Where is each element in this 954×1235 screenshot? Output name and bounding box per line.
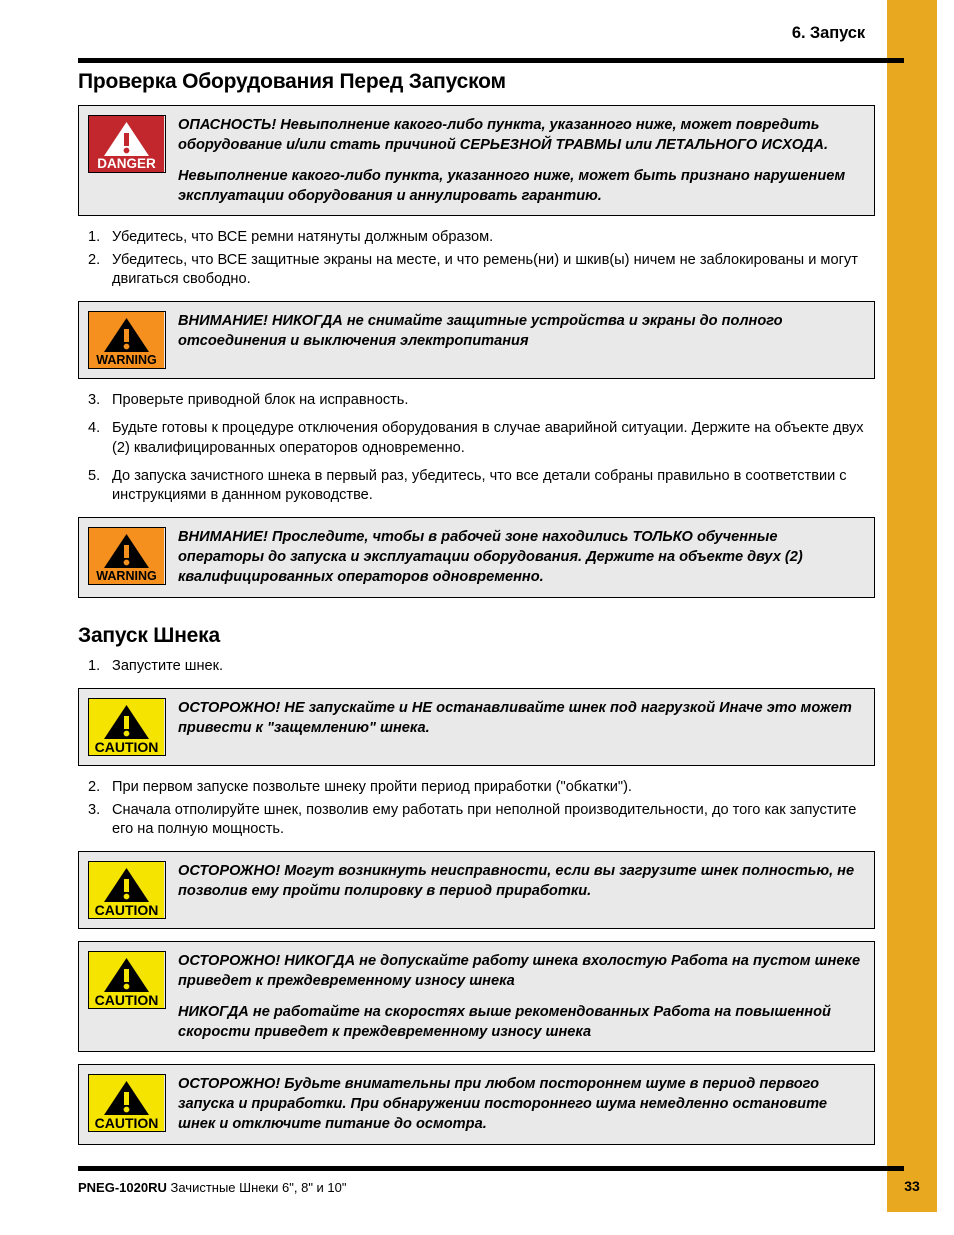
list-item-text: Сначала отполируйте шнек, позволив ему работать при неполной производительности, до того как запустите его на полную мощность. bbox=[112, 801, 857, 837]
warning-alert-text-2 bbox=[178, 527, 864, 588]
warning-alert-box-2 bbox=[78, 517, 875, 598]
caution-sign bbox=[88, 951, 166, 1009]
list-item-number: 4. bbox=[88, 420, 101, 437]
list-item bbox=[78, 419, 875, 458]
warning-triangle-icon bbox=[88, 527, 166, 585]
list-item bbox=[78, 228, 875, 247]
svg-text:CAUTION: CAUTION bbox=[94, 739, 159, 756]
list-item-number: 2. bbox=[88, 779, 101, 796]
list-item bbox=[78, 778, 875, 797]
caution-alert-box-2 bbox=[78, 851, 875, 929]
list-item-number: 1. bbox=[88, 658, 101, 675]
svg-text:WARNING: WARNING bbox=[96, 353, 157, 368]
warning-paragraph-1: ВНИМАНИЕ! Проследите, чтобы в рабочей зоне находились ТОЛЬКО обученные операторы до запуска и эксплуатации оборудования. Держите на объекте двух (2) квалифицированных операторов одновременно. bbox=[178, 529, 803, 586]
caution-sign bbox=[88, 861, 166, 919]
footer-doc-title: Зачистные Шнеки 6", 8" и 10" bbox=[170, 1180, 347, 1195]
footer-doc-id: PNEG-1020RU bbox=[78, 1180, 167, 1195]
caution-paragraph-2: НИКОГДА не работайте на скоростях выше рекомендованных Работа на повышенной скорости приведет к преждевременному износу шнека bbox=[178, 1003, 831, 1040]
startup-list-part-2 bbox=[78, 778, 875, 839]
caution-paragraph-1: ОСТОРОЖНО! НЕ запускайте и НЕ останавливайте шнек под нагрузкой Иначе это может привести к "защемлению" шнека. bbox=[178, 700, 852, 737]
caution-triangle-icon bbox=[88, 1074, 166, 1132]
footer-rule bbox=[78, 1166, 904, 1171]
list-item bbox=[78, 251, 875, 290]
section-title-auger-start: Запуск Шнека bbox=[78, 624, 220, 647]
page-footer bbox=[78, 1180, 878, 1195]
list-item-number: 2. bbox=[88, 251, 101, 268]
caution-paragraph-1: ОСТОРОЖНО! Будьте внимательны при любом постороннем шуме в период первого запуска и приработки. При обнаружении постороннего шума немедленно остановите шнек и отключите питание до осмотра. bbox=[178, 1076, 827, 1133]
list-item-text: Будьте готовы к процедуре отключения оборудования в случае аварийной ситуации. Держите на объекте двух (2) квалифицированных операторов одновременно. bbox=[112, 420, 864, 456]
caution-alert-text-2 bbox=[178, 861, 864, 902]
list-item-number: 1. bbox=[88, 229, 101, 246]
svg-text:CAUTION: CAUTION bbox=[94, 992, 159, 1009]
caution-triangle-icon bbox=[88, 861, 166, 919]
page-number: 33 bbox=[904, 1178, 920, 1194]
warning-alert-text-1 bbox=[178, 311, 864, 352]
svg-text:CAUTION: CAUTION bbox=[94, 1115, 159, 1132]
caution-alert-text-4 bbox=[178, 1074, 864, 1135]
caution-alert-text-1 bbox=[178, 698, 864, 739]
list-item-number: 5. bbox=[88, 467, 101, 484]
checklist-part-2 bbox=[78, 391, 875, 505]
list-item-text: При первом запуске позвольте шнеку пройти период приработки ("обкатки"). bbox=[112, 779, 632, 796]
danger-alert-box bbox=[78, 105, 875, 216]
caution-alert-box-3 bbox=[78, 941, 875, 1052]
list-item-text: Убедитесь, что ВСЕ ремни натянуты должным образом. bbox=[112, 229, 494, 246]
list-item-number: 3. bbox=[88, 801, 101, 818]
warning-sign bbox=[88, 527, 166, 585]
svg-text:WARNING: WARNING bbox=[96, 569, 157, 584]
list-item bbox=[78, 801, 875, 840]
list-item bbox=[78, 391, 875, 410]
list-item-text: Проверьте приводной блок на исправность. bbox=[112, 392, 409, 409]
list-item bbox=[78, 467, 875, 506]
danger-paragraph-2: Невыполнение какого-либо пункта, указанного ниже, может быть признано нарушением эксплуатации оборудования и аннулировать гарантию. bbox=[178, 167, 846, 204]
list-item-number: 3. bbox=[88, 392, 101, 409]
svg-text:CAUTION: CAUTION bbox=[94, 902, 159, 919]
list-item-text: До запуска зачистного шнека в первый раз, убедитесь, что все детали собраны правильно в соответствии с инструкциями в даннном руководстве. bbox=[112, 467, 847, 504]
caution-triangle-icon bbox=[88, 698, 166, 756]
danger-triangle-icon bbox=[88, 115, 166, 173]
danger-sign bbox=[88, 115, 166, 173]
warning-paragraph-1: ВНИМАНИЕ! НИКОГДА не снимайте защитные устройства и экраны до полного отсоединения и выключения электропитания bbox=[178, 313, 783, 350]
caution-alert-box-1 bbox=[78, 688, 875, 766]
warning-sign bbox=[88, 311, 166, 369]
startup-list-part-1 bbox=[78, 657, 875, 676]
svg-text:DANGER: DANGER bbox=[97, 156, 156, 172]
danger-alert-text bbox=[178, 115, 864, 206]
caution-sign bbox=[88, 698, 166, 756]
warning-alert-box-1 bbox=[78, 301, 875, 379]
danger-paragraph-1: ОПАСНОСТЬ! Невыполнение какого-либо пункта, указанного ниже, может повредить оборудование и/или стать причиной СЕРЬЕЗНОЙ ТРАВМЫ или ЛЕТАЛЬНОГО ИСХОДА. bbox=[178, 117, 828, 153]
header-rule bbox=[78, 58, 904, 63]
caution-alert-box-4 bbox=[78, 1064, 875, 1145]
header-title: 6. Запуск bbox=[791, 24, 865, 42]
page-content bbox=[78, 70, 875, 1157]
caution-paragraph-1: ОСТОРОЖНО! Могут возникнуть неисправности, если вы загрузите шнек полностью, не позволив ему пройти полировку в период приработки. bbox=[178, 863, 855, 899]
accent-spine bbox=[887, 0, 937, 1212]
caution-alert-text-3 bbox=[178, 951, 864, 1042]
list-item-text: Убедитесь, что ВСЕ защитные экраны на месте, и что ремень(ни) и шкив(ы) ничем не заблокированы и могут двигаться свободно. bbox=[112, 251, 858, 287]
caution-sign bbox=[88, 1074, 166, 1132]
page-header bbox=[0, 24, 887, 43]
list-item bbox=[78, 657, 875, 676]
section-title-equipment-check: Проверка Оборудования Перед Запуском bbox=[78, 70, 506, 93]
caution-triangle-icon bbox=[88, 951, 166, 1009]
list-item-text: Запустите шнек. bbox=[112, 658, 224, 675]
caution-paragraph-1: ОСТОРОЖНО! НИКОГДА не допускайте работу шнека вхолостую Работа на пустом шнеке приведет к преждевременному износу шнека bbox=[178, 953, 861, 989]
warning-triangle-icon bbox=[88, 311, 166, 369]
checklist-part-1 bbox=[78, 228, 875, 289]
